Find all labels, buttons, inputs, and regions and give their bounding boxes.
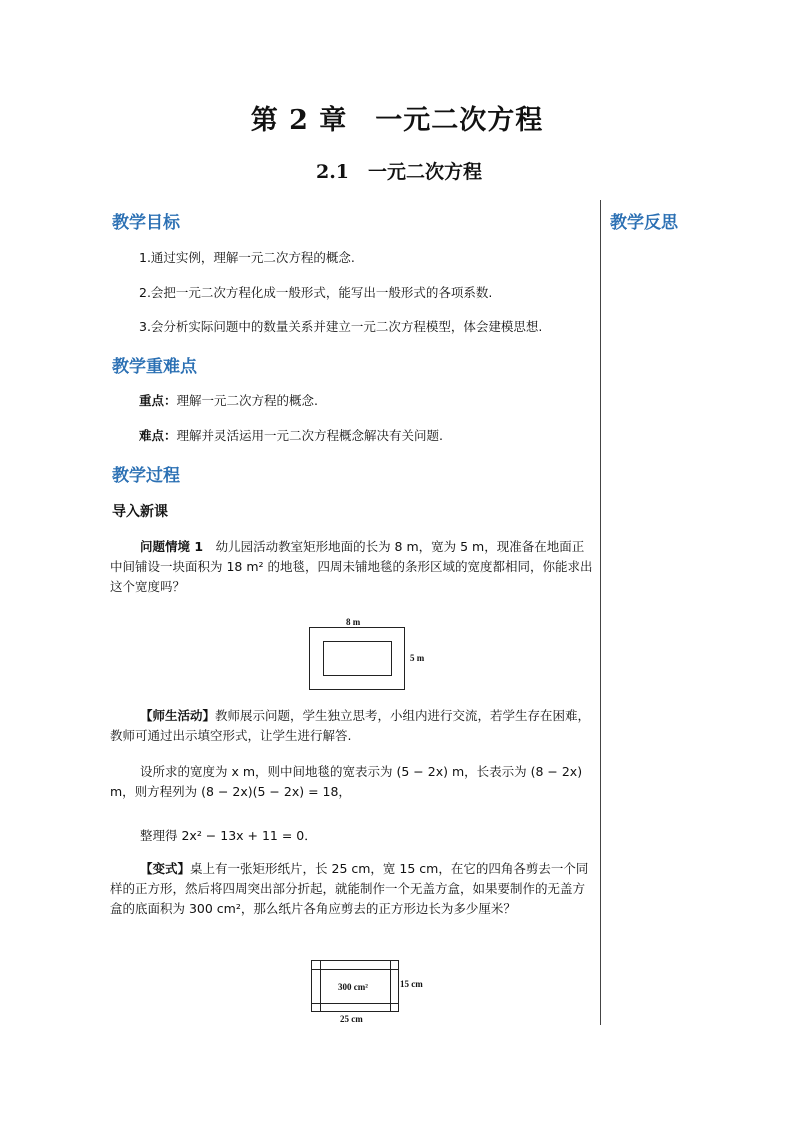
- figure1-width-label: 5 m: [410, 653, 425, 663]
- difficulty-text: 理解并灵活运用一元二次方程概念解决有关问题.: [176, 428, 443, 443]
- difficulty-row: [139, 426, 443, 446]
- intro-heading: 导入新课: [112, 504, 168, 520]
- variant-text: 桌上有一张矩形纸片，长 25 cm，宽 15 cm，在它的四角各剪去一个同样的正方形，然后将四周突出部分折起，就能制作一个无盖方盒，如果要制作的无盖方盒的底面积为 300 cm²，那么纸片各角应剪去的正方形边长为多少厘米？: [110, 861, 589, 916]
- problem-label: 问题情境 1: [140, 539, 204, 554]
- key-text: 理解一元二次方程的概念.: [176, 393, 318, 408]
- activity-paragraph: [110, 706, 595, 746]
- problem-paragraph: [110, 537, 595, 597]
- figure2-fold-line: [390, 960, 391, 1012]
- problem-text: 幼儿园活动教室矩形地面的长为 8 m，宽为 5 m，现准备在地面正中间铺设一块面积为 18 m² 的地毯，四周未铺地毯的条形区域的宽度都相同，你能求出这个宽度吗？: [110, 539, 593, 594]
- figure2-fold-line: [320, 960, 321, 1012]
- figure2-fold-line: [311, 969, 399, 970]
- figure1-length-label: 8 m: [346, 617, 361, 627]
- figure1-inner-rect: [323, 641, 392, 676]
- objective-item: 3.会分析实际问题中的数量关系并建立一元二次方程模型，体会建模思想.: [139, 319, 543, 334]
- simplify-line: 整理得 2x² − 13x + 11 = 0．: [140, 828, 317, 843]
- objective-item: 2.会把一元二次方程化成一般形式，能写出一般形式的各项系数.: [139, 285, 493, 300]
- key-label: 重点：: [139, 393, 177, 408]
- objectives-heading: 教学目标: [112, 213, 180, 233]
- objective-item: 1.通过实例，理解一元二次方程的概念.: [139, 250, 355, 265]
- solution-paragraph: 设所求的宽度为 x m，则中间地毯的宽表示为 (5 − 2x) m，长表示为 (8 − 2x) m，则方程列为 (8 − 2x)(5 − 2x) = 18，: [110, 764, 583, 799]
- chapter-title: 第 2 章 一元二次方程: [250, 105, 544, 136]
- process-heading: 教学过程: [112, 466, 180, 486]
- difficulty-label: 难点：: [139, 428, 177, 443]
- column-divider: [600, 200, 601, 1025]
- variant-paragraph: [110, 859, 595, 919]
- figure2-fold-line: [311, 1003, 399, 1004]
- key-points-heading: 教学重难点: [112, 357, 197, 377]
- figure2-width-label: 15 cm: [400, 979, 423, 989]
- section-title: 2.1 一元二次方程: [315, 161, 483, 183]
- activity-label: 【师生活动】: [140, 708, 216, 723]
- figure2-length-label: 25 cm: [340, 1014, 363, 1024]
- activity-text: 教师展示问题，学生独立思考，小组内进行交流，若学生存在困难，教师可通过出示填空形式，让学生进行解答.: [110, 708, 591, 743]
- key-point-row: [139, 391, 318, 411]
- figure2-area-label: 300 cm²: [338, 982, 368, 992]
- reflection-heading: 教学反思: [610, 213, 678, 233]
- variant-label: 【变式】: [140, 861, 191, 876]
